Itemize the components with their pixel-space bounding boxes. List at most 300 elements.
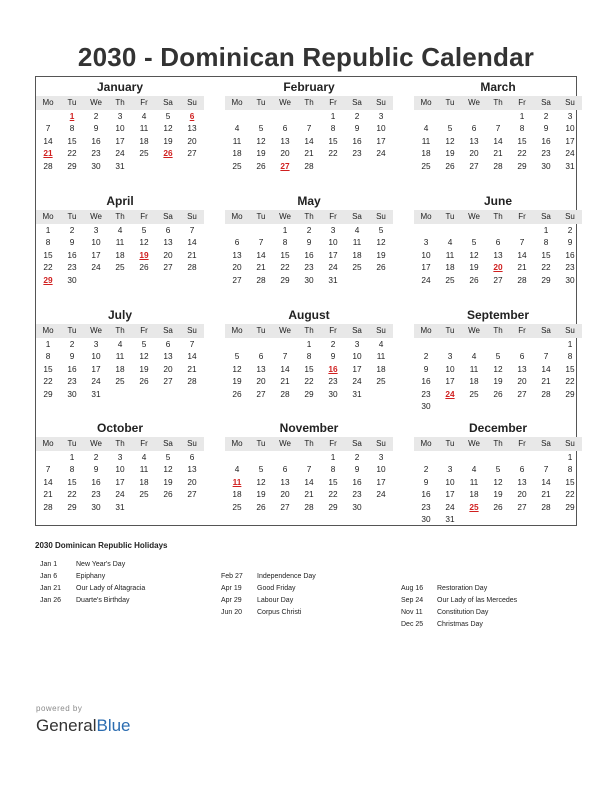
- week-row: [414, 147, 582, 159]
- day-cell: 11: [421, 135, 431, 146]
- weekday-label: Th: [304, 212, 314, 221]
- day-cell: 16: [67, 249, 77, 260]
- weekday-header: [414, 437, 582, 451]
- day-cell: 23: [421, 388, 431, 399]
- day-cell: 30: [328, 388, 338, 399]
- day-cell: 13: [469, 135, 479, 146]
- month-name: June: [483, 194, 512, 208]
- day-cell: 13: [280, 476, 290, 487]
- day-cell: 20: [280, 148, 290, 159]
- empty-day-cell: [486, 513, 510, 525]
- month-name: February: [283, 80, 335, 94]
- day-cell: 30: [541, 160, 551, 171]
- day-cell: 6: [165, 225, 171, 235]
- day-cell: 30: [91, 501, 101, 512]
- day-cell: 13: [163, 237, 173, 248]
- day-cell: 21: [187, 363, 197, 374]
- weekday-label: Tu: [256, 326, 266, 335]
- day-cell: 28: [43, 160, 53, 171]
- day-cell: 16: [304, 249, 314, 260]
- day-cell: 22: [328, 148, 338, 159]
- day-cell: 21: [187, 249, 197, 260]
- week-row: [36, 122, 204, 134]
- week-row: [414, 488, 582, 500]
- weekday-label: Th: [304, 326, 314, 335]
- weekday-label: Su: [565, 439, 575, 448]
- day-cell: 12: [376, 237, 386, 248]
- weekday-label: Mo: [231, 98, 243, 107]
- holiday-day-cell: 6: [189, 111, 195, 121]
- weekday-label: Mo: [42, 439, 54, 448]
- weekday-label: We: [468, 98, 480, 107]
- weekday-label: Su: [376, 439, 386, 448]
- weekday-label: Fr: [140, 439, 148, 448]
- week-row: [36, 110, 204, 122]
- weekday-label: Mo: [420, 98, 432, 107]
- holiday-row: [221, 583, 316, 595]
- day-cell: 5: [141, 225, 147, 235]
- day-cell: 29: [43, 388, 53, 399]
- holiday-row: [401, 607, 517, 619]
- weekday-label: We: [468, 212, 480, 221]
- day-cell: 11: [139, 464, 149, 475]
- day-cell: 4: [117, 225, 123, 235]
- day-cell: 4: [117, 339, 123, 349]
- day-cell: 4: [141, 111, 147, 121]
- day-cell: 2: [543, 111, 549, 121]
- empty-day-cell: [438, 110, 462, 122]
- holiday-date: Apr 19: [221, 585, 242, 592]
- month-name: September: [466, 308, 530, 322]
- empty-day-cell: [273, 451, 297, 463]
- holiday-date: Jan 26: [40, 597, 62, 604]
- day-cell: 8: [306, 351, 312, 362]
- month-name: January: [96, 80, 144, 94]
- day-cell: 25: [445, 274, 455, 285]
- day-cell: 24: [376, 489, 386, 500]
- holiday-name: New Year's Day: [76, 561, 126, 568]
- day-cell: 27: [232, 274, 242, 285]
- day-cell: 13: [187, 464, 197, 475]
- day-cell: 15: [517, 135, 527, 146]
- weekday-label: We: [90, 212, 102, 221]
- weekday-label: Th: [493, 326, 503, 335]
- day-cell: 21: [43, 489, 53, 500]
- month-december: [414, 420, 582, 525]
- day-cell: 3: [378, 452, 384, 462]
- empty-day-cell: [297, 110, 321, 122]
- day-cell: 18: [232, 148, 242, 159]
- day-cell: 23: [304, 262, 314, 273]
- day-cell: 13: [493, 249, 503, 260]
- week-row: [36, 501, 204, 513]
- weekday-label: Mo: [231, 326, 243, 335]
- day-cell: 24: [565, 148, 575, 159]
- day-cell: 26: [376, 262, 386, 273]
- day-cell: 7: [306, 464, 312, 475]
- day-cell: 7: [45, 464, 51, 475]
- empty-day-cell: [345, 160, 369, 172]
- day-cell: 15: [304, 363, 314, 374]
- day-cell: 9: [567, 237, 573, 248]
- week-row: [225, 388, 393, 400]
- day-cell: 9: [69, 237, 75, 248]
- day-cell: 14: [304, 135, 314, 146]
- week-row: [414, 476, 582, 488]
- week-row: [225, 160, 393, 172]
- weekday-label: Sa: [163, 212, 173, 221]
- weekday-label: Tu: [256, 98, 266, 107]
- day-cell: 30: [67, 388, 77, 399]
- day-cell: 2: [354, 452, 360, 462]
- day-cell: 29: [67, 501, 77, 512]
- day-cell: 26: [232, 388, 242, 399]
- day-cell: 6: [519, 351, 525, 362]
- day-cell: 4: [141, 452, 147, 462]
- day-cell: 8: [330, 464, 336, 475]
- week-row: [414, 338, 582, 350]
- holiday-name: Our Lady of Altagracia: [76, 585, 146, 592]
- week-row: [414, 160, 582, 172]
- week-row: [414, 400, 582, 412]
- month-name: August: [288, 308, 330, 322]
- weekday-label: Tu: [445, 98, 455, 107]
- day-cell: 20: [187, 476, 197, 487]
- day-cell: 22: [280, 262, 290, 273]
- week-row: [414, 224, 582, 236]
- day-cell: 13: [517, 363, 527, 374]
- week-row: [36, 488, 204, 500]
- day-cell: 1: [306, 339, 312, 349]
- month-name: October: [96, 421, 143, 435]
- day-cell: 3: [117, 452, 123, 462]
- day-cell: 4: [447, 237, 453, 248]
- day-cell: 22: [43, 376, 53, 387]
- day-cell: 17: [445, 376, 455, 387]
- empty-day-cell: [225, 110, 249, 122]
- day-cell: 21: [517, 262, 527, 273]
- day-cell: 19: [445, 148, 455, 159]
- weekday-label: Sa: [541, 212, 551, 221]
- month-name: March: [480, 80, 516, 94]
- holiday-column: [401, 583, 517, 631]
- weekday-label: Fr: [140, 326, 148, 335]
- weekday-label: Mo: [42, 98, 54, 107]
- day-cell: 8: [567, 351, 573, 362]
- week-row: [225, 363, 393, 375]
- day-cell: 15: [43, 363, 53, 374]
- day-cell: 14: [280, 363, 290, 374]
- empty-day-cell: [462, 400, 486, 412]
- month-october: [36, 420, 204, 513]
- day-cell: 12: [232, 363, 242, 374]
- weekday-label: Th: [493, 439, 503, 448]
- day-cell: 26: [469, 274, 479, 285]
- weekday-header: [36, 210, 204, 224]
- day-cell: 22: [43, 262, 53, 273]
- empty-day-cell: [486, 451, 510, 463]
- holiday-day-cell: 16: [328, 363, 338, 374]
- generalblue-logo[interactable]: [36, 716, 131, 736]
- empty-day-cell: [156, 160, 180, 172]
- day-cell: 20: [517, 489, 527, 500]
- weekday-label: Tu: [445, 326, 455, 335]
- empty-day-cell: [108, 388, 132, 400]
- weekday-label: We: [90, 98, 102, 107]
- day-cell: 11: [139, 123, 149, 134]
- week-row: [36, 249, 204, 261]
- empty-day-cell: [534, 451, 558, 463]
- day-cell: 8: [69, 123, 75, 134]
- weekday-label: Fr: [329, 212, 337, 221]
- weekday-label: Mo: [420, 326, 432, 335]
- holiday-row: [221, 595, 316, 607]
- day-cell: 14: [493, 135, 503, 146]
- day-cell: 23: [91, 489, 101, 500]
- week-row: [225, 135, 393, 147]
- holiday-day-cell: 27: [280, 160, 290, 171]
- empty-day-cell: [438, 224, 462, 236]
- day-cell: 26: [493, 388, 503, 399]
- weekday-label: Fr: [518, 439, 526, 448]
- empty-day-cell: [486, 400, 510, 412]
- week-row: [225, 274, 393, 286]
- day-cell: 22: [304, 376, 314, 387]
- day-cell: 27: [187, 148, 197, 159]
- weekday-header: [36, 437, 204, 451]
- day-cell: 25: [115, 262, 125, 273]
- day-cell: 19: [232, 376, 242, 387]
- day-cell: 18: [139, 476, 149, 487]
- day-cell: 16: [421, 489, 431, 500]
- day-cell: 21: [541, 489, 551, 500]
- empty-day-cell: [108, 274, 132, 286]
- day-cell: 28: [541, 388, 551, 399]
- day-cell: 29: [565, 388, 575, 399]
- day-cell: 12: [139, 351, 149, 362]
- holiday-date: Sep 24: [401, 597, 424, 604]
- day-cell: 7: [45, 123, 51, 134]
- weekday-header: [225, 324, 393, 338]
- day-cell: 12: [256, 476, 266, 487]
- weekday-label: Fr: [140, 98, 148, 107]
- empty-day-cell: [180, 160, 204, 172]
- day-cell: 5: [258, 464, 264, 475]
- day-cell: 9: [69, 351, 75, 362]
- week-row: [414, 135, 582, 147]
- empty-day-cell: [132, 501, 156, 513]
- empty-day-cell: [510, 400, 534, 412]
- empty-day-cell: [180, 274, 204, 286]
- week-row: [225, 350, 393, 362]
- day-cell: 21: [304, 489, 314, 500]
- day-cell: 5: [471, 237, 477, 248]
- day-cell: 8: [519, 123, 525, 134]
- empty-day-cell: [414, 224, 438, 236]
- day-cell: 31: [328, 274, 338, 285]
- weekday-label: Tu: [256, 212, 266, 221]
- day-cell: 2: [93, 111, 99, 121]
- empty-day-cell: [225, 451, 249, 463]
- day-cell: 25: [352, 262, 362, 273]
- day-cell: 13: [517, 476, 527, 487]
- day-cell: 30: [352, 501, 362, 512]
- day-cell: 16: [91, 135, 101, 146]
- day-cell: 29: [565, 501, 575, 512]
- day-cell: 3: [423, 237, 429, 248]
- day-cell: 23: [328, 376, 338, 387]
- day-cell: 4: [234, 123, 240, 134]
- weekday-label: Su: [187, 326, 197, 335]
- day-cell: 26: [445, 160, 455, 171]
- weekday-label: Fr: [518, 212, 526, 221]
- empty-day-cell: [462, 451, 486, 463]
- day-cell: 7: [282, 351, 288, 362]
- day-cell: 30: [421, 400, 431, 411]
- day-cell: 25: [139, 489, 149, 500]
- week-row: [414, 122, 582, 134]
- day-cell: 7: [495, 123, 501, 134]
- day-cell: 15: [43, 249, 53, 260]
- day-cell: 1: [45, 339, 51, 349]
- day-cell: 3: [117, 111, 123, 121]
- week-row: [36, 160, 204, 172]
- day-cell: 2: [354, 111, 360, 121]
- day-cell: 13: [187, 123, 197, 134]
- day-cell: 3: [330, 225, 336, 235]
- day-cell: 17: [115, 135, 125, 146]
- day-cell: 7: [519, 237, 525, 248]
- brand-blue: Blue: [96, 716, 131, 735]
- day-cell: 20: [187, 135, 197, 146]
- day-cell: 23: [352, 148, 362, 159]
- weekday-label: Sa: [163, 326, 173, 335]
- holiday-day-cell: 24: [445, 388, 455, 399]
- month-may: [225, 193, 393, 286]
- day-cell: 4: [471, 464, 477, 475]
- day-cell: 9: [93, 464, 99, 475]
- holiday-date: Feb 27: [221, 573, 243, 580]
- weekday-label: Sa: [541, 98, 551, 107]
- empty-day-cell: [369, 274, 393, 286]
- holiday-row: [401, 595, 517, 607]
- week-row: [414, 451, 582, 463]
- day-cell: 12: [469, 249, 479, 260]
- day-cell: 27: [280, 501, 290, 512]
- day-cell: 21: [493, 148, 503, 159]
- day-cell: 6: [282, 464, 288, 475]
- weekday-label: Fr: [329, 98, 337, 107]
- week-row: [225, 110, 393, 122]
- day-cell: 28: [187, 262, 197, 273]
- day-cell: 13: [232, 249, 242, 260]
- day-cell: 28: [187, 376, 197, 387]
- week-row: [414, 249, 582, 261]
- day-cell: 9: [93, 123, 99, 134]
- empty-day-cell: [249, 338, 273, 350]
- day-cell: 11: [469, 363, 479, 374]
- day-cell: 3: [93, 339, 99, 349]
- day-cell: 23: [565, 262, 575, 273]
- empty-day-cell: [273, 110, 297, 122]
- holiday-date: Jan 6: [40, 573, 58, 580]
- day-cell: 2: [69, 225, 75, 235]
- empty-day-cell: [156, 388, 180, 400]
- day-cell: 14: [43, 476, 53, 487]
- day-cell: 30: [421, 513, 431, 524]
- week-row: [36, 476, 204, 488]
- day-cell: 26: [493, 501, 503, 512]
- day-cell: 24: [421, 274, 431, 285]
- day-cell: 8: [330, 123, 336, 134]
- month-name: April: [106, 194, 134, 208]
- day-cell: 14: [541, 476, 551, 487]
- week-row: [225, 224, 393, 236]
- weekday-label: Sa: [352, 326, 362, 335]
- day-cell: 9: [306, 237, 312, 248]
- week-row: [36, 236, 204, 248]
- day-cell: 1: [330, 452, 336, 462]
- month-april: [36, 193, 204, 286]
- holiday-date: Dec 25: [401, 621, 424, 628]
- day-cell: 5: [165, 111, 171, 121]
- day-cell: 17: [376, 476, 386, 487]
- day-cell: 15: [565, 476, 575, 487]
- day-cell: 17: [352, 363, 362, 374]
- day-cell: 18: [469, 376, 479, 387]
- day-cell: 10: [91, 237, 101, 248]
- day-cell: 22: [67, 489, 77, 500]
- day-cell: 4: [234, 464, 240, 475]
- day-cell: 1: [330, 111, 336, 121]
- day-cell: 23: [421, 501, 431, 512]
- week-row: [225, 501, 393, 513]
- day-cell: 11: [232, 135, 242, 146]
- day-cell: 7: [258, 237, 264, 248]
- empty-day-cell: [414, 338, 438, 350]
- day-cell: 7: [543, 351, 549, 362]
- empty-day-cell: [369, 388, 393, 400]
- day-cell: 24: [91, 376, 101, 387]
- weekday-label: Sa: [163, 98, 173, 107]
- day-cell: 22: [565, 489, 575, 500]
- holiday-name: Restoration Day: [437, 585, 488, 592]
- holiday-name: Our Lady of las Mercedes: [437, 597, 518, 604]
- weekday-label: We: [468, 326, 480, 335]
- day-cell: 19: [163, 135, 173, 146]
- day-cell: 10: [115, 464, 125, 475]
- weekday-label: Tu: [67, 439, 77, 448]
- day-cell: 11: [115, 237, 125, 248]
- holiday-name: Christmas Day: [437, 621, 483, 628]
- day-cell: 24: [91, 262, 101, 273]
- week-row: [225, 338, 393, 350]
- day-cell: 19: [256, 489, 266, 500]
- weekday-label: We: [279, 439, 291, 448]
- week-row: [36, 261, 204, 273]
- day-cell: 31: [91, 388, 101, 399]
- week-row: [225, 451, 393, 463]
- day-cell: 2: [306, 225, 312, 235]
- day-cell: 4: [378, 339, 384, 349]
- empty-day-cell: [462, 224, 486, 236]
- day-cell: 21: [280, 376, 290, 387]
- weekday-label: Mo: [420, 439, 432, 448]
- day-cell: 14: [187, 237, 197, 248]
- weekday-label: Fr: [329, 439, 337, 448]
- holiday-day-cell: 19: [139, 249, 149, 260]
- week-row: [414, 375, 582, 387]
